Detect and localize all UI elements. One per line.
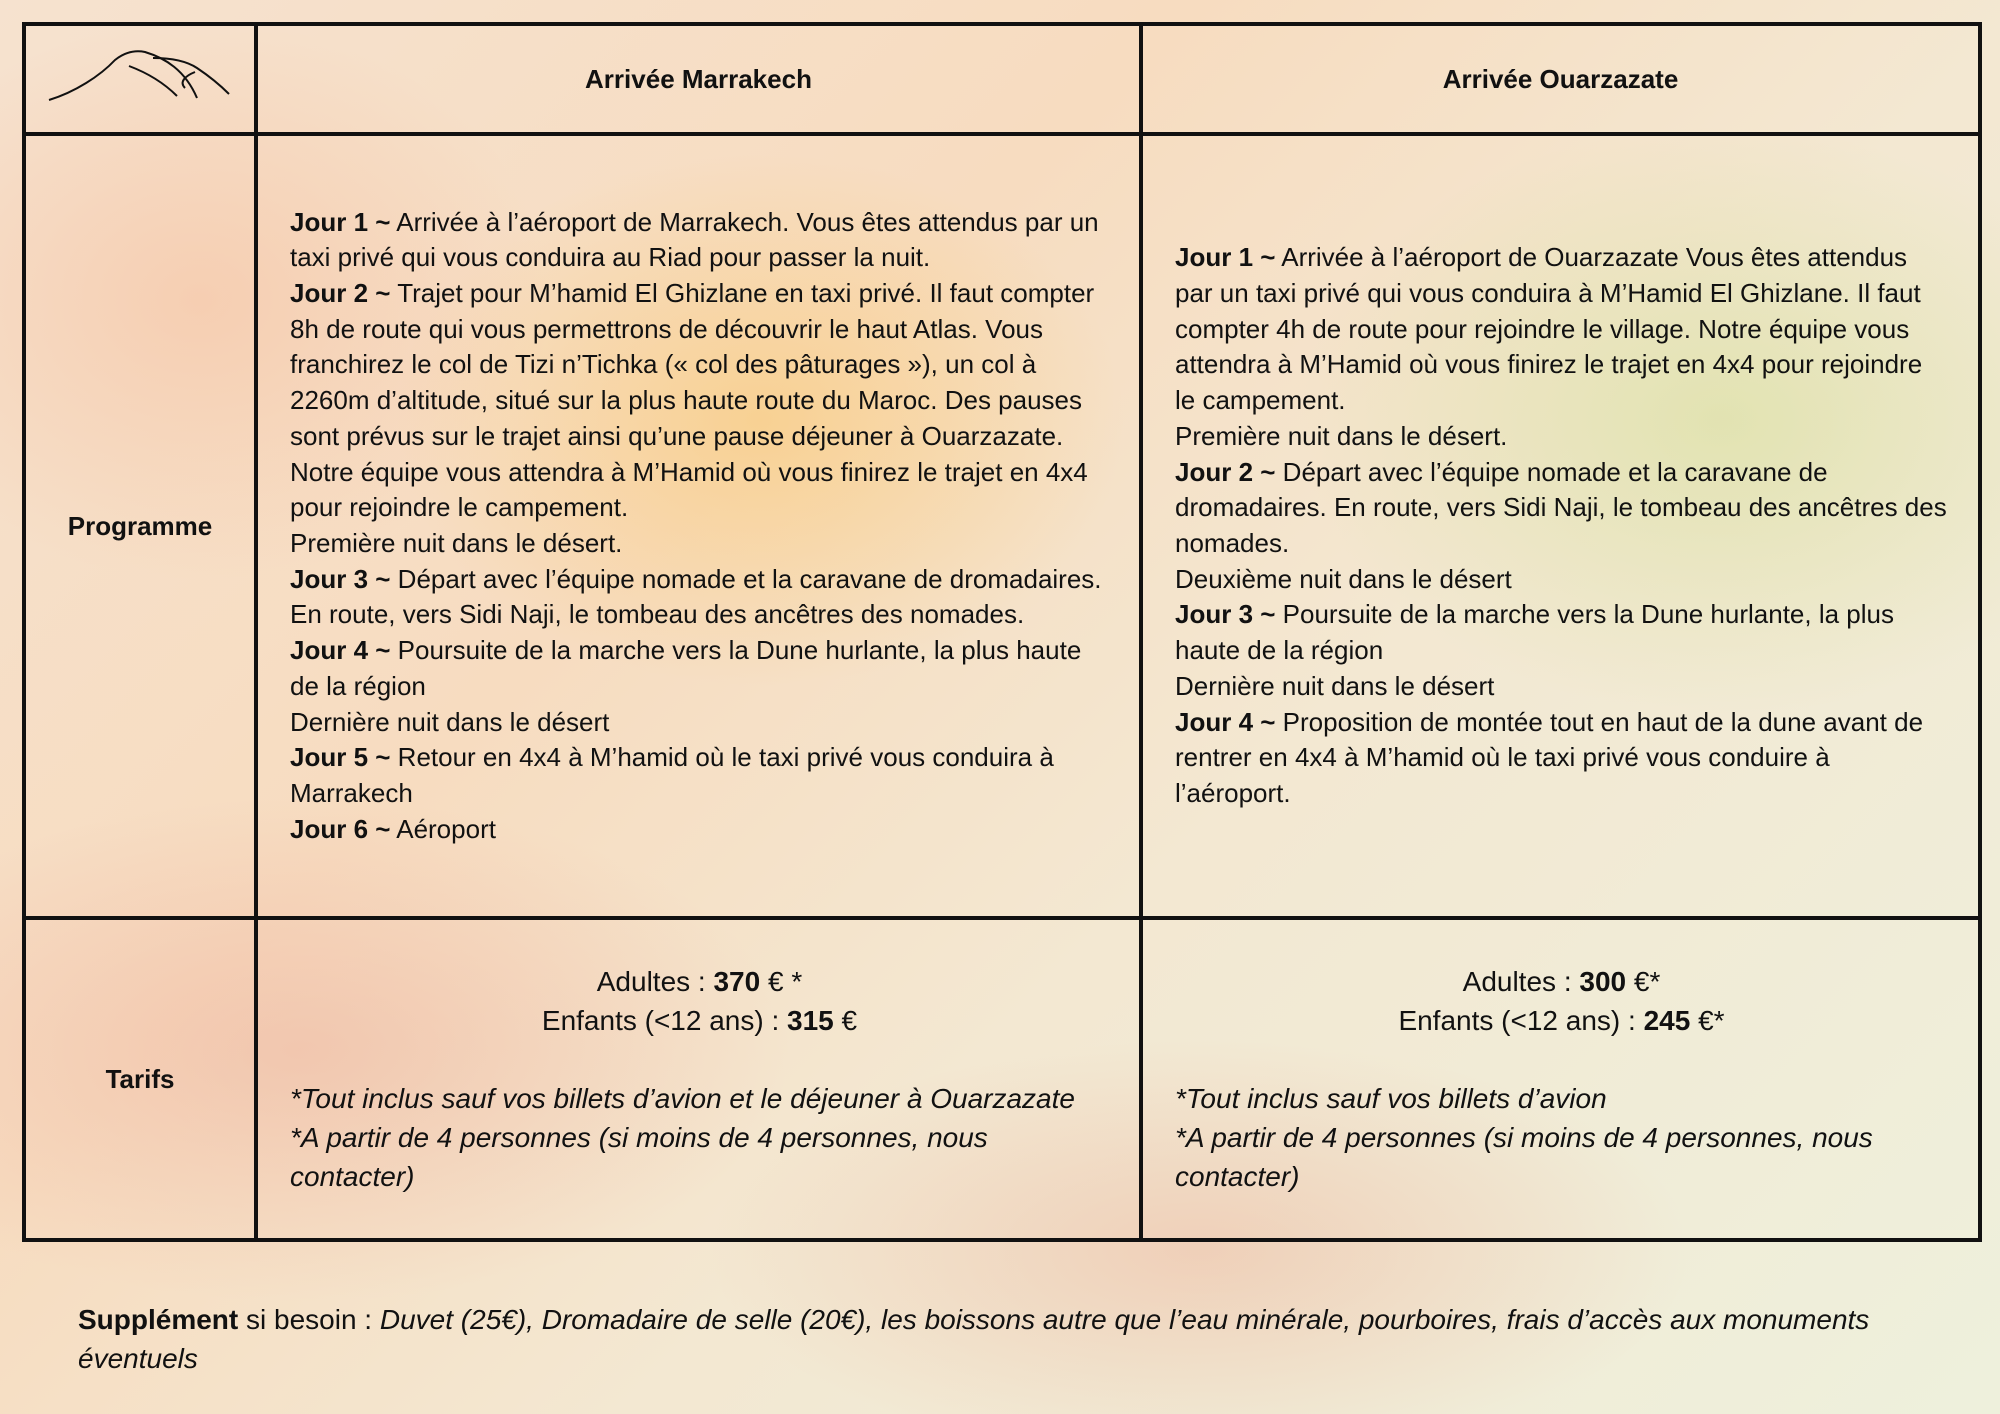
mountain-dunes-icon xyxy=(45,46,235,108)
day-description: Notre équipe vous attendra à M’Hamid où vous finirez le trajet en 4x4 pour rejoindre le campement. xyxy=(290,456,1088,523)
tarifs-label: Tarifs xyxy=(24,918,256,1240)
day-label: Jour 4 ~ xyxy=(1175,706,1276,737)
tarifs-ouarzazate xyxy=(1143,962,1978,1196)
day-label: Jour 3 ~ xyxy=(1175,599,1276,630)
adult-price-line xyxy=(290,962,1109,1001)
day-description: Poursuite de la marche vers la Dune hurlante, la plus haute de la région xyxy=(1175,599,1894,666)
day-description: Arrivée à l’aéroport de Marrakech. Vous êtes attendus par un taxi privé qui vous conduira au Riad pour passer la nuit. xyxy=(290,206,1099,273)
programme-entry xyxy=(1175,597,1948,668)
child-price-line xyxy=(1175,1001,1948,1040)
adult-suffix: € * xyxy=(760,966,803,997)
programme-entry xyxy=(1175,562,1948,598)
supplement-items: Duvet (25€), Dromadaire de selle (20€), les boissons autre que l’eau minérale, pourboires, frais d’accès aux monuments éventuels xyxy=(78,1304,1870,1374)
supplement-intro: si besoin : xyxy=(238,1304,380,1335)
tarif-note-1: *Tout inclus sauf vos billets d’avion xyxy=(1175,1083,1607,1114)
day-description: Deuxième nuit dans le désert xyxy=(1175,563,1512,594)
adult-price: 370 xyxy=(713,966,761,997)
programme-entry xyxy=(290,526,1109,562)
day-description: Trajet pour M’hamid El Ghizlane en taxi privé. Il faut compter 8h de route qui vous permettrons de découvrir le haut Atlas. Vous franchirez le col de Tizi n’Tichka (« col des pâturages »), un col à 2260m d’altitude, situé sur la plus haute route du Maroc. Des pauses sont prévus sur le trajet ainsi qu’une pause déjeuner à Ouarzazate. xyxy=(290,278,1095,451)
child-suffix: €* xyxy=(1690,1005,1725,1036)
day-description: Départ avec l’équipe nomade et la caravane de dromadaires. En route, vers Sidi Naji, le tombeau des ancêtres des nomades. xyxy=(1175,456,1947,558)
tarif-notes xyxy=(1175,1079,1948,1196)
adult-label: Adultes : xyxy=(596,966,714,997)
programme-entry xyxy=(290,705,1109,741)
day-label: Jour 1 ~ xyxy=(1175,242,1276,273)
supplement-label: Supplément xyxy=(78,1304,239,1335)
day-description: Aéroport xyxy=(390,813,496,844)
day-description: Départ avec l’équipe nomade et la caravane de dromadaires. En route, vers Sidi Naji, le tombeau des ancêtres des nomades. xyxy=(290,563,1102,630)
programme-entry xyxy=(1175,705,1948,812)
child-price-line xyxy=(290,1001,1109,1040)
col-title-ouarzazate: Arrivée Ouarzazate xyxy=(1141,24,1980,134)
programme-row xyxy=(24,134,1980,918)
programme-entry xyxy=(1175,455,1948,562)
day-description: Arrivée à l’aéroport de Ouarzazate Vous êtes attendus par un taxi privé qui vous conduira à M’Hamid El Ghizlane. Il faut compter 4h de route pour rejoindre le village. Notre équipe vous attendra à M’Hamid où vous finirez le trajet en 4x4 pour rejoindre le campement. xyxy=(1175,242,1923,416)
day-label: Jour 3 ~ xyxy=(290,563,391,594)
programme-entry xyxy=(290,276,1109,455)
col-title-marrakech: Arrivée Marrakech xyxy=(256,24,1141,134)
programme-ouarzazate xyxy=(1143,240,1978,811)
day-label: Jour 6 ~ xyxy=(290,813,391,844)
tarifs-marrakech-cell xyxy=(256,918,1141,1240)
day-description: Dernière nuit dans le désert xyxy=(290,706,610,737)
price-block xyxy=(1175,962,1948,1040)
programme-entry xyxy=(290,633,1109,704)
day-description: Retour en 4x4 à M’hamid où le taxi privé vous conduira à Marrakech xyxy=(290,742,1054,808)
itinerary-table xyxy=(22,22,1982,1242)
adult-price-line xyxy=(1175,962,1948,1001)
programme-entry xyxy=(290,455,1109,526)
day-label: Jour 4 ~ xyxy=(290,635,391,666)
programme-label: Programme xyxy=(24,134,256,918)
day-description: Première nuit dans le désert. xyxy=(1175,420,1508,451)
programme-entry xyxy=(1175,240,1948,419)
tarif-note-2: *A partir de 4 personnes (si moins de 4 personnes, nous contacter) xyxy=(1175,1122,1873,1192)
day-description: Poursuite de la marche vers la Dune hurlante, la plus haute de la région xyxy=(290,635,1082,701)
child-suffix: € xyxy=(833,1005,858,1036)
programme-entry xyxy=(1175,419,1948,455)
day-label: Jour 1 ~ xyxy=(290,206,391,237)
tarif-notes xyxy=(290,1079,1109,1196)
tarif-note-2: *A partir de 4 personnes (si moins de 4 personnes, nous contacter) xyxy=(290,1122,988,1192)
day-label: Jour 2 ~ xyxy=(1175,456,1276,487)
programme-entry xyxy=(290,205,1109,276)
adult-label: Adultes : xyxy=(1462,966,1580,997)
tarifs-ouarzazate-cell xyxy=(1141,918,1980,1240)
adult-suffix: €* xyxy=(1626,966,1661,997)
supplement-note xyxy=(78,1300,1938,1378)
day-description: Dernière nuit dans le désert xyxy=(1175,670,1495,701)
logo-cell xyxy=(24,24,256,134)
child-price: 245 xyxy=(1643,1005,1691,1036)
programme-entry xyxy=(290,562,1109,633)
day-label: Jour 5 ~ xyxy=(290,742,391,773)
programme-entry xyxy=(290,812,1109,848)
child-label: Enfants (<12 ans) : xyxy=(1398,1005,1644,1036)
adult-price: 300 xyxy=(1579,966,1627,997)
price-block xyxy=(290,962,1109,1040)
header-row xyxy=(24,24,1980,134)
programme-entry xyxy=(290,740,1109,811)
programme-entry xyxy=(1175,669,1948,705)
day-description: Première nuit dans le désert. xyxy=(290,528,623,558)
day-description: Proposition de montée tout en haut de la dune avant de rentrer en 4x4 à M’hamid où le taxi privé vous conduire à l’aéroport. xyxy=(1175,706,1924,808)
child-price: 315 xyxy=(787,1005,834,1036)
programme-marrakech-cell xyxy=(256,134,1141,918)
programme-ouarzazate-cell xyxy=(1141,134,1980,918)
day-label: Jour 2 ~ xyxy=(290,278,391,309)
tarifs-row xyxy=(24,918,1980,1240)
programme-marrakech xyxy=(258,205,1139,848)
tarifs-marrakech xyxy=(258,962,1139,1196)
child-label: Enfants (<12 ans) : xyxy=(541,1005,788,1036)
tarif-note-1: *Tout inclus sauf vos billets d’avion et le déjeuner à Ouarzazate xyxy=(290,1083,1075,1114)
